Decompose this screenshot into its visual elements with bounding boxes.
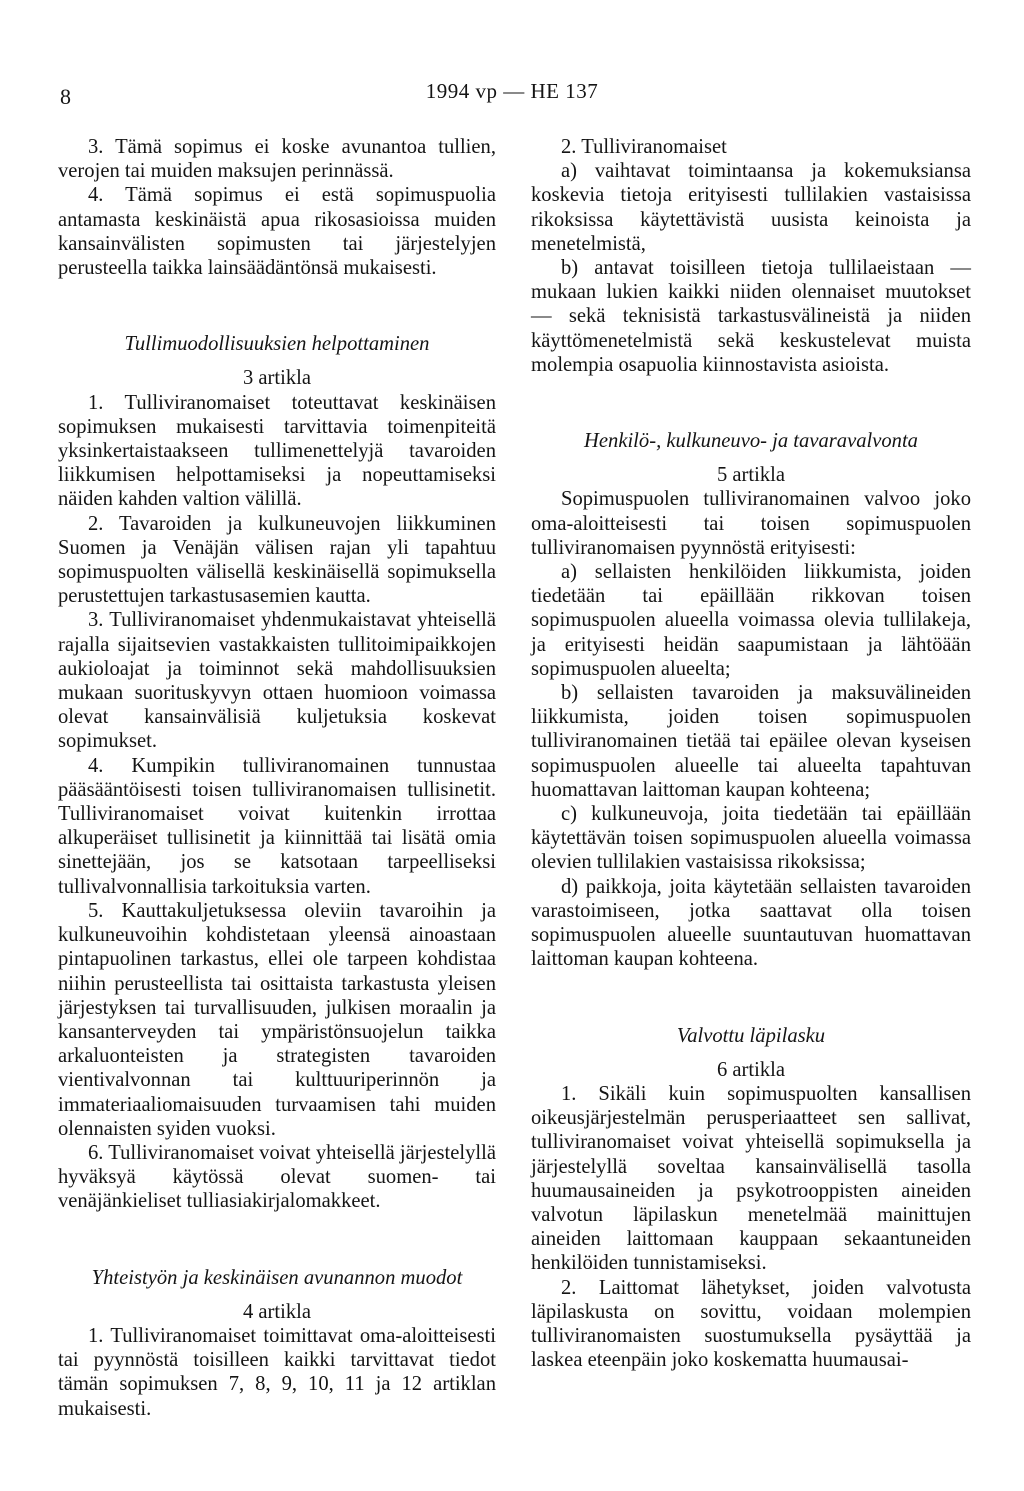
article-4-paragraph-1: 1. Tulliviranomaiset toimittavat oma-aloitteisesti tai pyynnöstä toisilleen kaikki tarvittavat tiedot tämän sopimuksen 7, 8, 9, 10, 11 ja 12 artiklan mukaisesti. <box>58 1324 496 1420</box>
spacer <box>58 280 496 332</box>
spacer <box>58 356 496 366</box>
article-3-paragraph-6: 6. Tulliviranomaiset voivat yhteisellä järjestelyllä hyväksyä käytössä olevat suomen- tai venäjänkieliset tulliasiakirjalomakkeet. <box>58 1141 496 1213</box>
spacer <box>531 1048 971 1058</box>
article-4-title: 4 artikla <box>242 1300 312 1323</box>
spacer <box>531 972 971 1024</box>
article-6-paragraph-1: 1. Sikäli kuin sopimuspuolten kansallisen oikeusjärjestelmän perusperiaatteet sen sallivat, tulliviranomaiset voivat yhteisellä sopimuksella ja järjestelyllä soveltaa kansainvälisellä tasolla huumausaineiden ja psykotrooppisten aineiden valvotun läpilaskun menetelmää mainittujen aineiden laittomaan kauppaan sekaantuneiden henkilöiden tunnistamiseksi. <box>531 1082 971 1275</box>
section-heading-customs-formalities: Tullimuodollisuuksien helpottaminen <box>124 333 430 356</box>
spacer <box>58 1290 496 1300</box>
article-3-paragraph-2: 2. Tavaroiden ja kulkuneuvojen liikkuminen Suomen ja Venäjän välisen rajan yli tapahtuu sopimuspuolten välisellä keskinäisellä sopimuksella perustettujen tarkastusasemien kautta. <box>58 512 496 608</box>
section-heading-controlled-delivery: Valvottu läpilasku <box>676 1024 826 1047</box>
article-3-paragraph-5: 5. Kauttakuljetuksessa oleviin tavaroihin ja kulkuneuvoihin kohdistetaan yleensä ainoastaan pintapuolinen tarkastus, ellei ole tarpeen kohdistaa niihin perusteellista tai osittaista tarkastusta yleisen järjestyksen tai turvallisuuden, julkisen moraalin ja kansanterveyden tai ympäristönsuojelun taikka arkaluonteisten ja strategisten tavaroiden vientivalvonnan tai kulttuuriperinnön ja immateriaaliomaisuuden turvaamisen tahi muiden olennaisten syiden vuoksi. <box>58 899 496 1140</box>
page-number: 8 <box>60 84 71 109</box>
article-3-paragraph-4: 4. Kumpikin tulliviranomainen tunnustaa pääsääntöisesti toisen tulliviranomaisen tullisinetit. Tulliviranomaiset voivat kuitenkin irrottaa alkuperäiset tullisinetit ja kiinnittää tai lisätä omia sinettejään, jos se katsotaan tarpeelliseksi tullivalvonnallisia tarkoituksia varten. <box>58 754 496 898</box>
spacer <box>531 377 971 429</box>
article-5-item-c: c) kulkuneuvoja, joita tiedetään tai epäillään käytettävän toisen sopimuspuolen alueella voimassa olevien tullilakien vastaisissa rikoksissa; <box>531 803 971 874</box>
article-5-item-d: d) paikkoja, joita käytetään sellaisten tavaroiden varastoimiseen, jotka saattavat olla toisen sopimuspuolen alueelle suuntautuvan huomattavan laittoman kaupan kohteena. <box>531 875 971 971</box>
article-6-title: 6 artikla <box>716 1058 786 1081</box>
article-5-item-b: b) sellaisten tavaroiden ja maksuvälineiden liikkumista, joiden toisen sopimuspuolen tulliviranomainen tietää tai epäilee olevan kyseisen sopimuspuolen alueelle tai alueelta tapahtuvan huomattavan laittoman kaupan kohteena; <box>531 682 971 801</box>
paragraph-2-4: 4. Tämä sopimus ei estä sopimuspuolia antamasta keskinäistä apua rikosasioissa muiden kansainvälisten sopimusten tai järjestelyjen perusteella taikka lainsäädäntönsä mukaisesti. <box>58 184 496 280</box>
article-3-paragraph-1: 1. Tulliviranomaiset toteuttavat keskinäisen sopimuksen mukaisesti tarvittavia toimenpiteitä yksinkertaistaakseen tullimenettelyjä tavaroiden liikkumisen helpottamiseksi ja nopeuttamiseksi näiden kahden valtion välillä. <box>58 391 496 511</box>
right-column <box>531 135 971 1372</box>
article-4-paragraph-2-item-a: a) vaihtavat toimintaansa ja kokemuksiansa koskevia tietoja erityisesti tullilakien vastaisissa rikoksissa käytettävistä uusista keinoista ja menetelmistä, <box>531 160 971 255</box>
running-head: 1994 vp — HE 137 <box>425 79 599 103</box>
paragraph-2-3: 3. Tämä sopimus ei koske avunantoa tullien, verojen tai muiden maksujen perinnässä. <box>58 136 496 183</box>
section-heading-cooperation-forms: Yhteistyön ja keskinäisen avunannon muodot <box>91 1266 463 1289</box>
spacer <box>58 1214 496 1266</box>
left-column <box>58 135 496 1421</box>
article-3-title: 3 artikla <box>242 367 312 390</box>
article-5-intro: Sopimuspuolen tulliviranomainen valvoo joko oma-aloitteisesti tai toisen sopimuspuolen tulliviranomaisen pyynnöstä erityisesti: <box>531 488 971 559</box>
section-heading-surveillance: Henkilö-, kulkuneuvo- ja tavaravalvonta <box>584 430 918 453</box>
article-4-paragraph-2-item-b: b) antavat toisilleen tietoja tullilaeistaan — mukaan lukien kaikki niiden olennaiset muutokset — sekä teknisistä tarkastusvälineistä ja niiden käyttömenetelmistä sekä keskustelevat muista molempia osapuolia kiinnostavista asioista. <box>531 257 971 376</box>
article-4-paragraph-2-intro: 2. Tulliviranomaiset <box>561 136 727 158</box>
article-5-title: 5 artikla <box>716 464 786 487</box>
article-3-paragraph-3: 3. Tulliviranomaiset yhdenmukaistavat yhteisellä rajalla sijaitsevien vastakkaisten tullitoimipaikkojen aukioloajat ja toiminnot sekä mahdollisuuksien mukaan suorituskyvyn ottaen huomioon voimassa olevat kansainvälisiä kuljetuksia koskevat sopimukset. <box>58 609 496 753</box>
article-6-paragraph-2: 2. Laittomat lähetykset, joiden valvotusta läpilaskusta on sovittu, voidaan molempien tulliviranomaisten suostumuksella pysäyttää ja laskea eteenpäin joko koskematta huumausai- <box>531 1276 971 1372</box>
spacer <box>531 453 971 463</box>
article-5-item-a: a) sellaisten henkilöiden liikkumista, joiden tiedetään tai epäillään rikkovan toisen sopimuspuolen alueella voimassa olevia tullilakeja, ja erityisesti heidän saapumistaan ja lähtöään sopimuspuolen alueelta; <box>531 561 971 680</box>
